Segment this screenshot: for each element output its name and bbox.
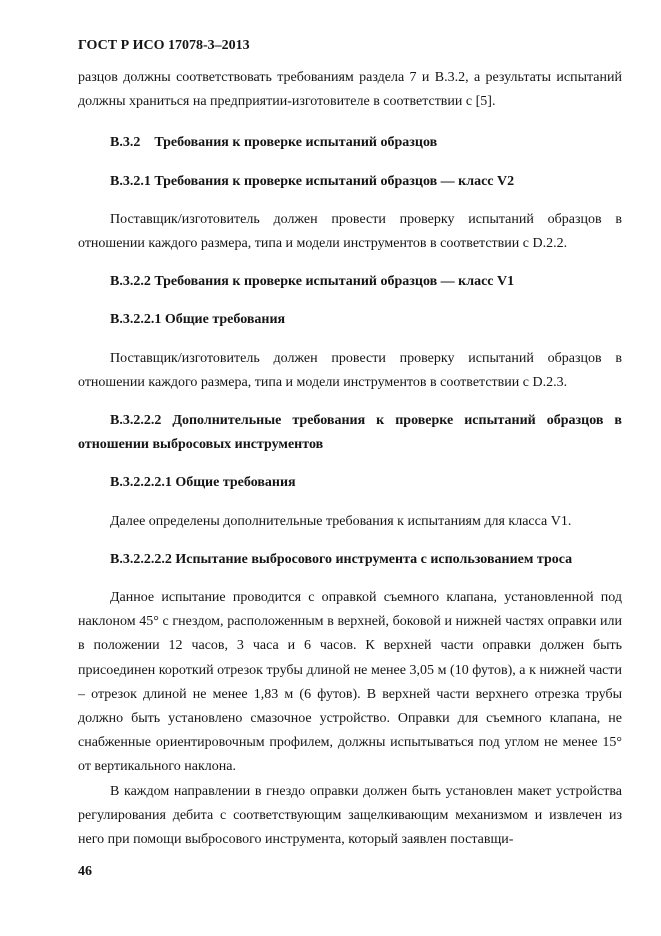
page-content <box>78 66 622 852</box>
section-heading-b321: B.3.2.1 Требования к проверке испытаний образцов — класс V2 <box>110 173 515 189</box>
section-heading-b32221: B.3.2.2.2.1 Общие требования <box>110 475 296 491</box>
paragraph-b32221: Далее определены дополнительные требования к испытаниям для класса V1. <box>110 513 572 529</box>
section-heading-b32: B.3.2 Требования к проверке испытаний образцов <box>110 135 438 151</box>
paragraph-test-setup: Данное испытание проводится с оправкой съемного клапана, установленной под наклоном 45° с гнездом, расположенным в верхней, боковой и нижней частях оправки или в положении 12 часов, 3 часа и 6 часов. К верхней части оправки должен быть присоединен короткий отрезок трубы длиной не менее 3,05 м (10 футов), а к нижней части – отрезок длиной не менее 1,83 м (6 футов). В верхней части верхнего отрезка трубы должно быть установлено смазочное устройство. Оправки для съемного клапана, не снабженные ориентировочным профилем, должны испытываться под углом не менее 15° от вертикального наклона. <box>78 590 622 775</box>
paragraph-b321: Поставщик/изготовитель должен провести проверку испытаний образцов в отношении каждого размера, типа и модели инструментов в соответствии с D.2.2. <box>78 211 622 252</box>
section-heading-b32222: B.3.2.2.2.2 Испытание выбросового инструмента с использованием троса <box>110 551 573 567</box>
section-heading-b3221: B.3.2.2.1 Общие требования <box>110 312 286 328</box>
section-heading-b3222: B.3.2.2.2 Дополнительные требования к проверке испытаний образцов в отношении выбросовых инструментов <box>78 413 622 453</box>
continued-paragraph: разцов должны соответствовать требованиям раздела 7 и B.3.2, а результаты испытаний должны храниться на предприятии-изготовителе в соответствии с [5]. <box>78 70 622 110</box>
paragraph-b3221: Поставщик/изготовитель должен провести проверку испытаний образцов в отношении каждого размера, типа и модели инструментов в соответствии с D.2.3. <box>78 350 622 390</box>
document-header: ГОСТ Р ИСО 17078-3–2013 <box>78 38 250 53</box>
page-number: 46 <box>78 864 92 879</box>
paragraph-test-procedure: В каждом направлении в гнездо оправки должен быть установлен макет устройства регулирования дебита с соответствующим защелкивающим механизмом и извлечен из него при помощи выбросового инструмента, который заявлен поставщи- <box>78 783 622 848</box>
section-heading-b322: B.3.2.2 Требования к проверке испытаний образцов — класс V1 <box>110 274 515 290</box>
